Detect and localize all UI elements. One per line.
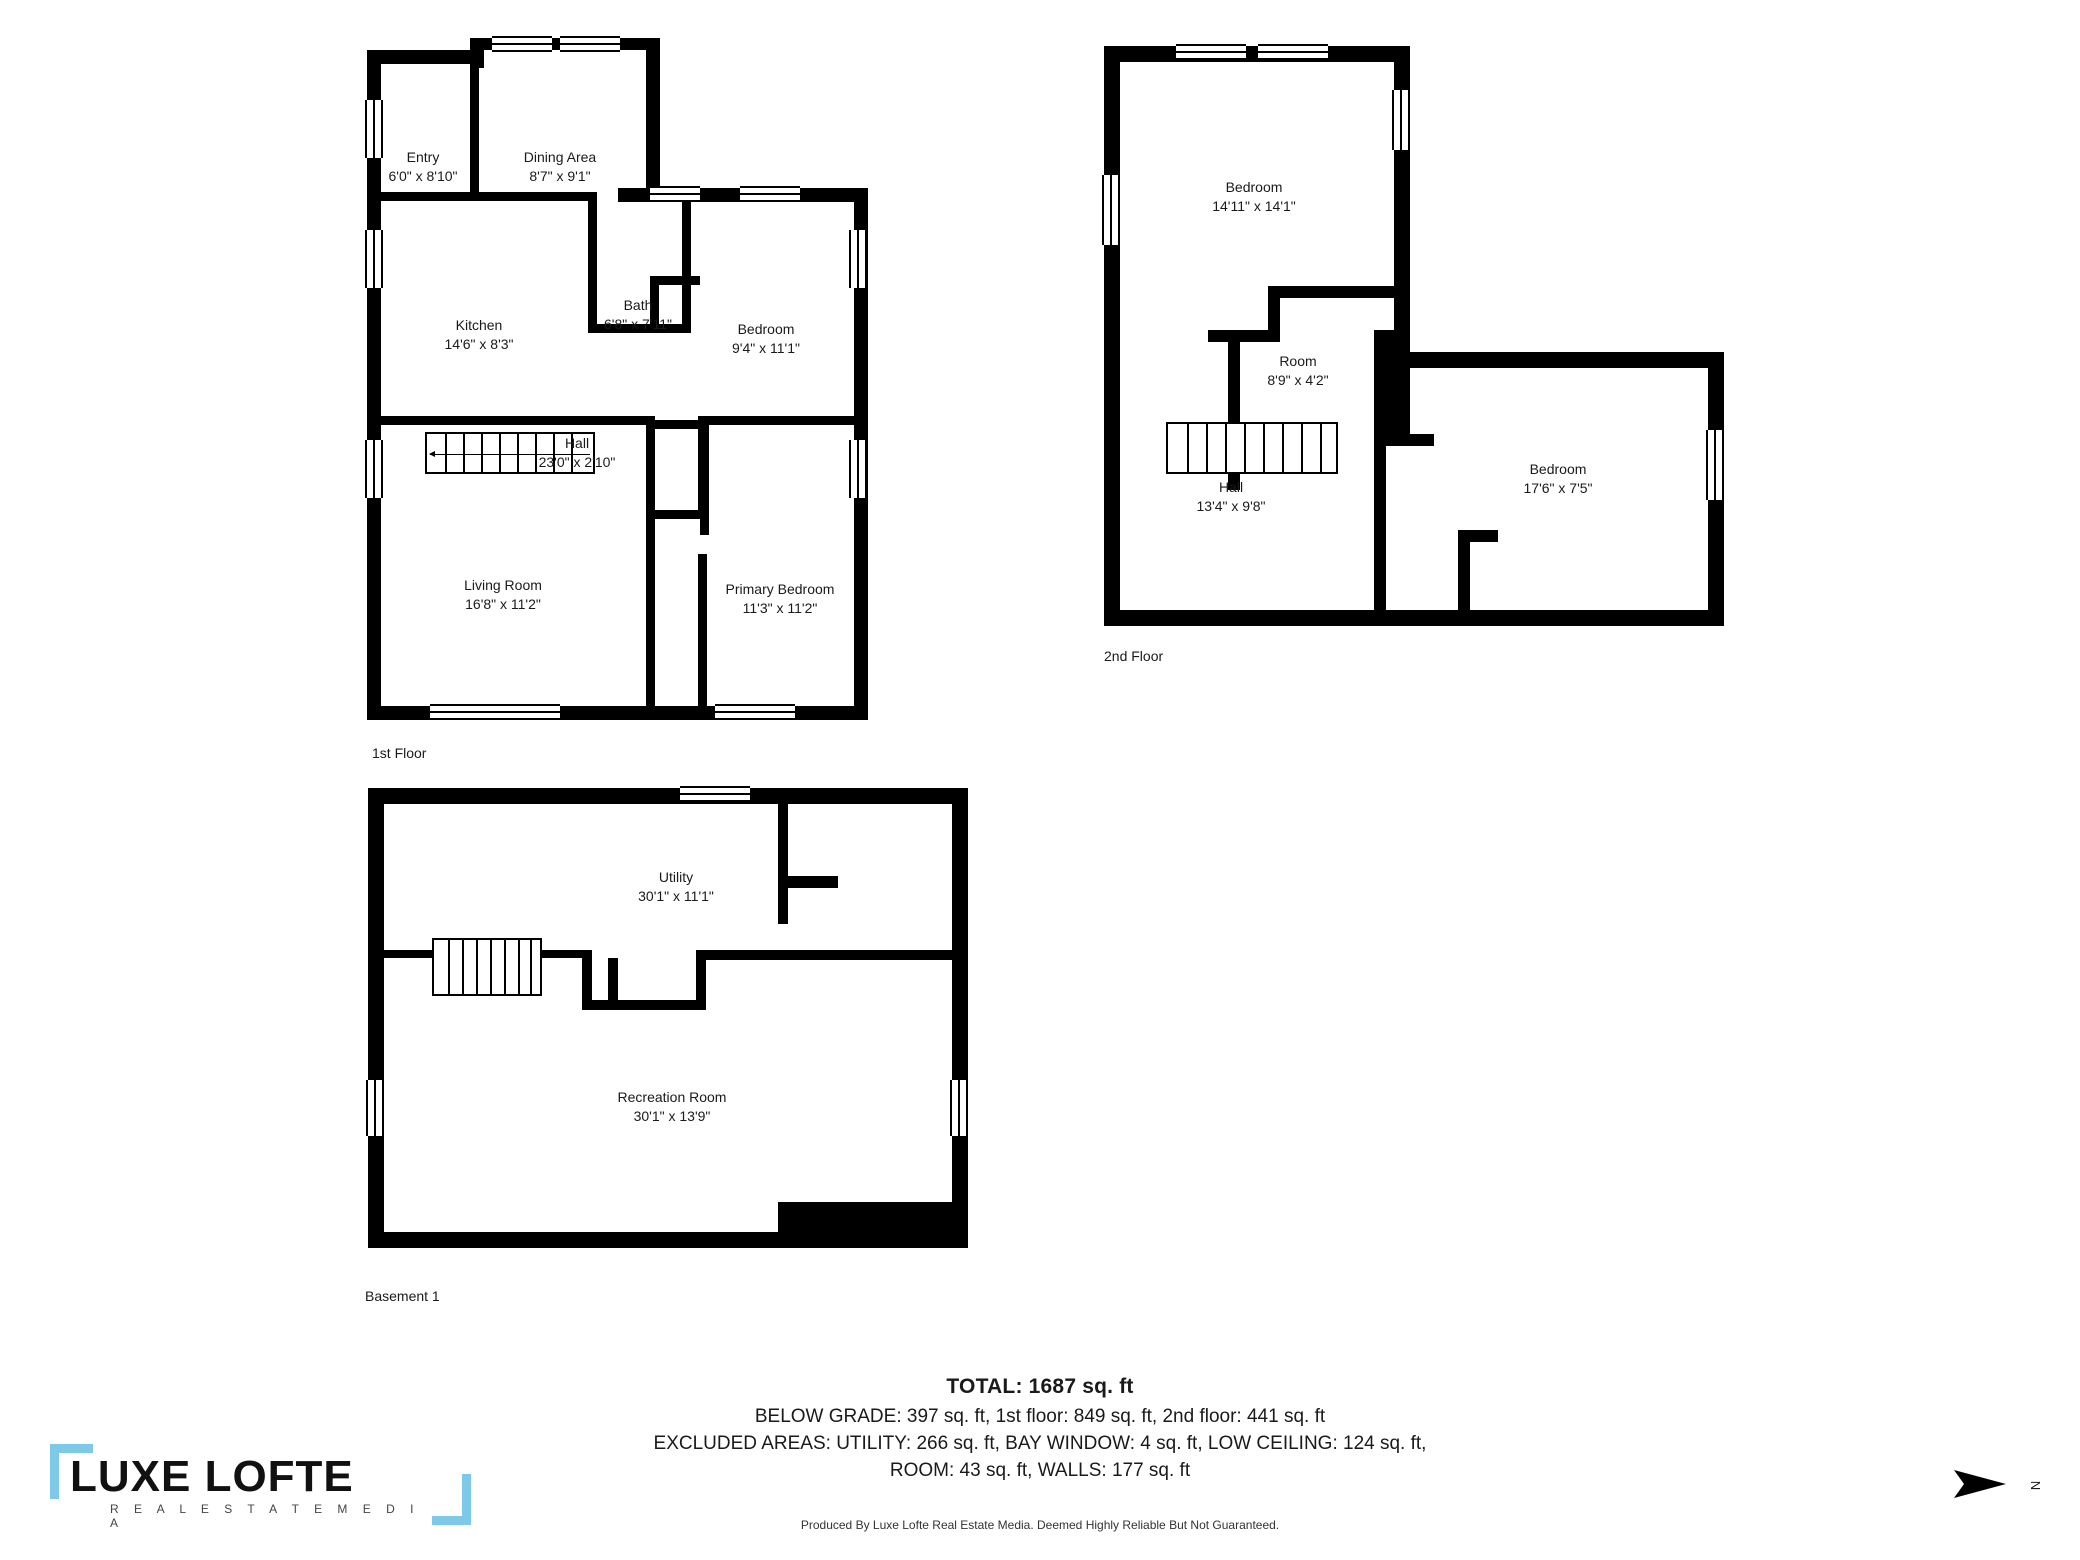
room-label: Recreation Room 30'1" x 13'9" [617,1089,727,1124]
room-label: Kitchen 14'6" x 8'3" [444,317,514,352]
window [365,100,383,158]
room-label: Entry 6'0" x 8'10" [388,149,458,184]
window [1176,44,1246,60]
floor-caption-first: 1st Floor [372,745,427,761]
wall [367,416,655,425]
wall [707,416,857,425]
window [430,704,560,720]
wall [1208,330,1280,342]
window [715,704,795,720]
window [1258,44,1328,60]
room-label: Utility 30'1" x 11'1" [638,869,714,904]
window [740,186,800,202]
wall [650,276,700,285]
wall [1458,530,1498,542]
excluded-areas-line-1: EXCLUDED AREAS: UTILITY: 266 sq. ft, BAY WINDOW: 4 sq. ft, LOW CEILING: 124 sq. ft, [653,1433,1427,1454]
second-floor-plan [1098,30,1758,630]
staircase [432,938,542,996]
grade-breakdown: BELOW GRADE: 397 sq. ft, 1st floor: 849 sq. ft, 2nd floor: 441 sq. ft [754,1406,1326,1427]
wall [368,788,968,804]
room-label: Bedroom 14'11" x 14'1" [1212,179,1296,214]
wall [698,554,707,706]
window [366,1080,384,1136]
wall [646,510,706,519]
wall [368,788,384,1248]
compass-rose [1950,1464,2043,1510]
window [1706,430,1724,500]
wall [646,420,706,429]
wall [367,192,597,201]
staircase [1166,422,1338,474]
room-label: Hall 13'4" x 9'8" [1196,479,1266,514]
wall [646,496,655,556]
window [849,230,867,288]
wall [1268,286,1396,298]
window [1102,175,1120,245]
window [950,1080,968,1136]
wall [646,56,660,201]
wall [646,554,655,706]
window [849,440,867,498]
compass-needle-icon [1950,1464,2020,1504]
floor-caption-basement: Basement 1 [365,1288,440,1304]
wall [1374,442,1386,626]
excluded-areas-line-2: ROOM: 43 sq. ft, WALLS: 177 sq. ft [889,1460,1191,1481]
wall [1268,286,1280,336]
wall [682,192,691,332]
compass-north-label: N [2027,1480,2043,1491]
logo-tagline: R E A L E S T A T E M E D I A [110,1502,420,1530]
wall [952,788,968,1248]
window [680,786,750,802]
wall [367,50,477,64]
wall [470,68,479,201]
logo-bracket-bottom-right [432,1474,471,1525]
room-label: Dining Area 8'7" x 9'1" [523,149,597,184]
window [1392,90,1410,150]
wall [1458,530,1470,626]
window [365,440,383,498]
window [560,36,620,52]
wall [608,958,618,1010]
total-area: TOTAL: 1687 sq. ft [946,1375,1134,1398]
wall [778,876,838,888]
room-label: Room 8'9" x 4'2" [1267,353,1329,388]
window [492,36,552,52]
room-label: Bedroom 17'6" x 7'5" [1523,461,1593,496]
wall [588,192,597,332]
wall [778,1202,954,1248]
wall [1104,46,1120,626]
wall [778,788,838,804]
room-label: Living Room 16'8" x 11'2" [464,577,542,612]
logo [50,1440,430,1530]
wall [1104,610,1724,626]
basement-plan [360,780,1000,1250]
room-label: Bath 6'8" x 7'11" [604,297,672,332]
wall [778,804,788,924]
room-label: Primary Bedroom 11'3" x 11'2" [725,581,835,616]
window [365,230,383,288]
wall [696,950,954,960]
window [650,186,700,202]
wall [696,958,706,1010]
wall [1104,46,1410,62]
room-label: Bedroom 9'4" x 11'1" [732,321,800,356]
wall [1394,352,1724,368]
room-label: Hall 23'0" x 2'10" [538,435,616,470]
wall [1374,330,1410,440]
wall [700,425,709,535]
logo-brand-name: LUXE LOFTE [70,1452,354,1501]
first-floor-plan [360,30,1020,700]
wall [582,1000,702,1010]
floor-caption-second: 2nd Floor [1104,648,1164,664]
disclaimer: Produced By Luxe Lofte Real Estate Media. Deemed Highly Reliable But Not Guaranteed. [800,1518,1280,1532]
